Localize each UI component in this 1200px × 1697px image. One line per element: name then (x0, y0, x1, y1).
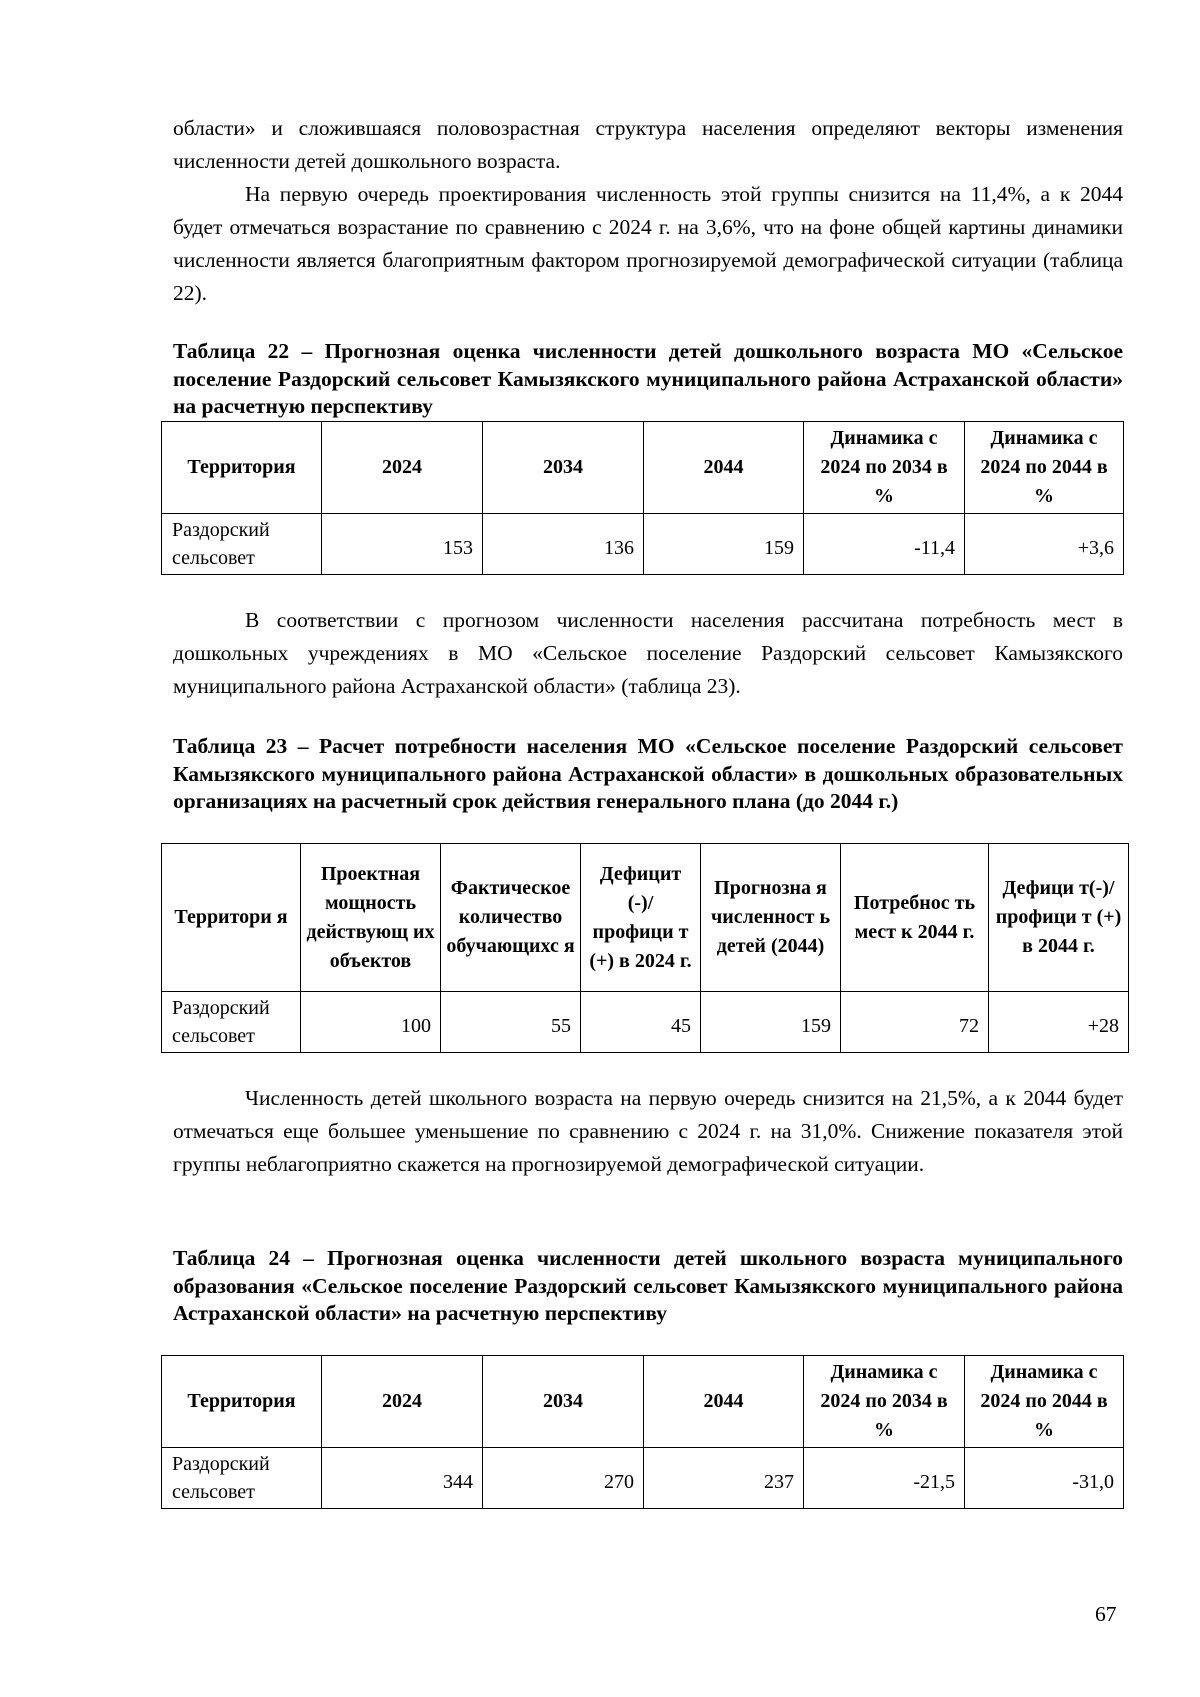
header-cell: Территория (162, 422, 322, 514)
value-cell: 237 (644, 1448, 804, 1509)
value-cell: 159 (701, 992, 841, 1053)
header-cell: Фактическое количество обучающихс я (441, 844, 581, 992)
value-cell: 45 (581, 992, 701, 1053)
page-number: 67 (1095, 1602, 1117, 1626)
value-cell: 344 (322, 1448, 483, 1509)
value-cell: +28 (989, 992, 1129, 1053)
header-cell: Динамика с 2024 по 2034 в % (804, 422, 965, 514)
header-cell: Территория (162, 1356, 322, 1448)
table-24-caption: Таблица 24 – Прогнозная оценка численности детей школьного возраста муниципального образования «Сельское поселение Раздорский сельсовет Камызякского муниципального района Астраханской области» на расчетную перспективу (173, 1246, 1123, 1325)
value-cell: 270 (483, 1448, 644, 1509)
value-cell: -11,4 (804, 514, 965, 575)
value-cell: -21,5 (804, 1448, 965, 1509)
territory-cell: Раздорский сельсовет (162, 1448, 322, 1509)
table-row (162, 514, 1124, 575)
header-cell: 2034 (483, 1356, 644, 1448)
paragraph-school-dynamics: Численность детей школьного возраста на первую очередь снизится на 21,5%, а к 2044 будет отмечаться еще большее уменьшение по сравнению с 2024 г. на 31,0%. Снижение показателя этой группы неблагоприятно скажется на прогнозируемой демографической ситуации. (173, 1086, 1123, 1176)
table-header-row (162, 422, 1124, 514)
paragraph-intro: области» и сложившаяся половозрастная структура населения определяют векторы изменения численности детей дошкольного возраста. (173, 116, 1123, 173)
paragraph-preschool-dynamics: На первую очередь проектирования численность этой группы снизится на 11,4%, а к 2044 будет отмечаться возрастание по сравнению с 2024 г. на 3,6%, что на фоне общей картины динамики численности является благоприятным фактором прогнозируемой демографической ситуации (таблица 22). (173, 182, 1123, 305)
value-cell: 159 (644, 514, 804, 575)
header-cell: Потребнос ть мест к 2044 г. (841, 844, 989, 992)
value-cell: 153 (322, 514, 483, 575)
header-cell: Динамика с 2024 по 2034 в % (804, 1356, 965, 1448)
header-cell: Динамика с 2024 по 2044 в % (965, 422, 1124, 514)
header-cell: 2044 (644, 1356, 804, 1448)
territory-cell: Раздорский сельсовет (162, 992, 301, 1053)
table-24 (161, 1355, 1124, 1509)
table-header-row (162, 1356, 1124, 1448)
paragraph-kindergarten-need: В соответствии с прогнозом численности населения рассчитана потребность мест в дошкольных учреждениях в МО «Сельское поселение Раздорский сельсовет Камызякского муниципального района Астраханской области» (таблица 23). (173, 608, 1123, 698)
header-cell: Территори я (162, 844, 301, 992)
table-22-caption: Таблица 22 – Прогнозная оценка численности детей дошкольного возраста МО «Сельское поселение Раздорский сельсовет Камызякского муниципального района Астраханской области» на расчетную перспективу (173, 339, 1123, 418)
header-cell: 2024 (322, 422, 483, 514)
header-cell: 2024 (322, 1356, 483, 1448)
header-cell: Дефицит (-)/ профици т (+) в 2024 г. (581, 844, 701, 992)
header-cell: Динамика с 2024 по 2044 в % (965, 1356, 1124, 1448)
value-cell: 55 (441, 992, 581, 1053)
header-cell: Дефици т(-)/ профици т (+) в 2044 г. (989, 844, 1129, 992)
header-cell: 2034 (483, 422, 644, 514)
value-cell: +3,6 (965, 514, 1124, 575)
header-cell: Прогнозна я численност ь детей (2044) (701, 844, 841, 992)
value-cell: -31,0 (965, 1448, 1124, 1509)
territory-cell: Раздорский сельсовет (162, 514, 322, 575)
table-23-caption: Таблица 23 – Расчет потребности населения МО «Сельское поселение Раздорский сельсовет Камызякского муниципального района Астраханской области» в дошкольных образовательных организациях на расчетный срок действия генерального плана (до 2044 г.) (173, 734, 1123, 813)
header-cell: Проектная мощность действующ их объектов (301, 844, 441, 992)
table-header-row (162, 844, 1129, 992)
header-cell: 2044 (644, 422, 804, 514)
value-cell: 100 (301, 992, 441, 1053)
table-23 (161, 843, 1129, 1053)
table-row (162, 992, 1129, 1053)
value-cell: 136 (483, 514, 644, 575)
table-22 (161, 421, 1124, 575)
table-row (162, 1448, 1124, 1509)
value-cell: 72 (841, 992, 989, 1053)
